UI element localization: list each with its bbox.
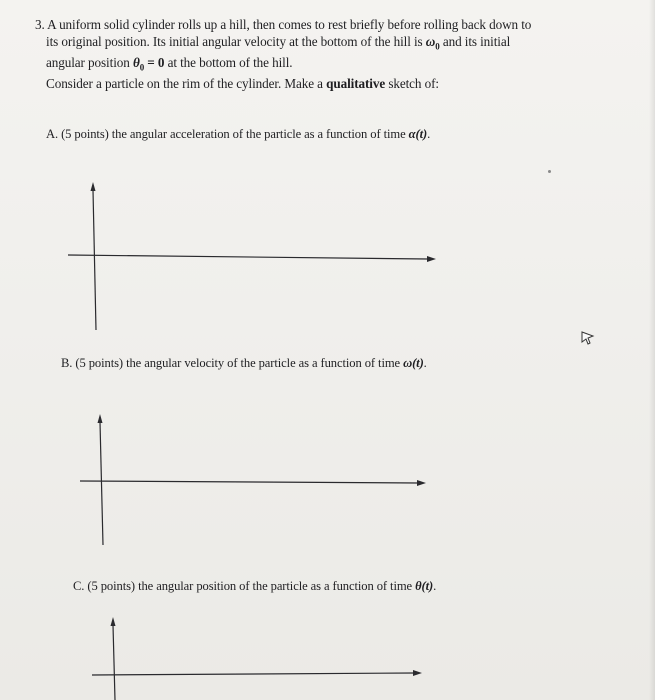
problem-number: 3. (35, 17, 45, 32)
graph-a-vertical-axis (93, 190, 96, 330)
graph-c-vertical-arrow-icon (111, 617, 116, 626)
omega-function: ω(t) (403, 356, 424, 370)
graph-a-axes (68, 182, 436, 330)
graph-a-horizontal-axis (68, 255, 428, 259)
problem-line-1: 3. A uniform solid cylinder rolls up a hill, then comes to rest briefly before rolling back down to (35, 17, 532, 32)
part-c-label: C. (5 points) the angular position of the particle as a function of time θ(t). (73, 579, 437, 593)
problem-line-2: its original position. Its initial angular velocity at the bottom of the hill is $\omega_0$ and its initial (46, 33, 511, 52)
stray-dot (548, 170, 551, 173)
theta-function: θ(t) (415, 579, 434, 593)
page-edge-shadow (649, 0, 655, 700)
part-a-label: A. (5 points) the angular acceleration of the particle as a function of time α(t). (46, 127, 431, 141)
graph-b-vertical-arrow-icon (98, 414, 103, 423)
mouse-pointer-icon (580, 330, 596, 346)
qualitative-emphasis: qualitative (326, 76, 386, 92)
graph-c-horizontal-arrow-icon (413, 670, 422, 676)
graph-c-axes (92, 617, 422, 700)
problem-line-4: Consider a particle on the rim of the cylinder. Make a qualitative sketch of: (46, 76, 439, 92)
omega-symbol: ω (425, 33, 436, 49)
graph-b-axes (80, 414, 426, 545)
graph-a-vertical-arrow-icon (91, 182, 96, 191)
graph-b-horizontal-arrow-icon (417, 480, 426, 486)
graph-c-vertical-axis (113, 625, 115, 700)
problem-line-3: angular position $\theta_0 = 0$ at the bottom of the hill. (46, 54, 293, 73)
theta-symbol: θ (132, 54, 140, 70)
part-b-label: B. (5 points) the angular velocity of the particle as a function of time ω(t). (61, 356, 427, 370)
graph-c-horizontal-axis (92, 673, 414, 675)
graph-a-horizontal-arrow-icon (427, 256, 436, 262)
graph-b-vertical-axis (100, 422, 103, 545)
alpha-function: α(t) (408, 127, 428, 141)
graph-b-horizontal-axis (80, 481, 418, 483)
